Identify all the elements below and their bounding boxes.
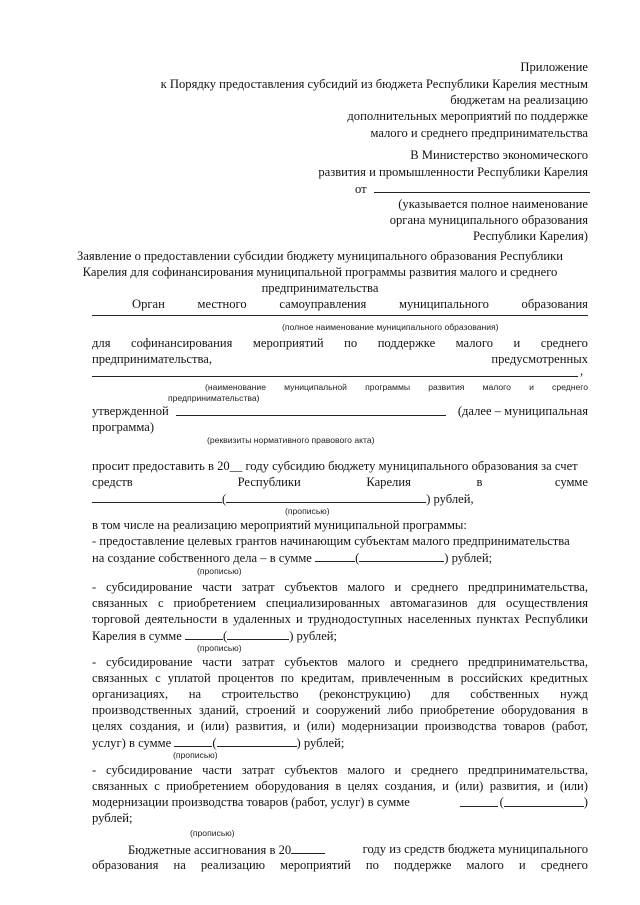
item4-sum-line: модернизации производства товаров (работ, услуг) в сумме ( ) bbox=[92, 795, 588, 809]
organ-line: Орган местного самоуправления муниципального образования bbox=[132, 297, 588, 311]
caption-words: (прописью) bbox=[173, 750, 218, 760]
item4-line: - субсидирование части затрат субъектов малого и среднего предпринимательства, bbox=[92, 763, 588, 777]
item3-line: организациях, на строительство (реконструкцию) для собственных нужд bbox=[92, 687, 588, 701]
sum-blank bbox=[174, 735, 212, 747]
sum-blank bbox=[315, 550, 355, 562]
words-blank bbox=[217, 735, 297, 747]
item2-sum-line: Карелия в сумме ( ) рублей; bbox=[92, 629, 338, 643]
item2-line: - субсидирование части затрат субъектов малого и среднего предпринимательства, bbox=[92, 580, 588, 594]
act-blank bbox=[176, 415, 446, 416]
item3-line: связанных с уплатой процентов по кредитам, привлеченным в российских кредитных bbox=[92, 671, 588, 685]
addressee-line: В Министерство экономического bbox=[410, 148, 588, 162]
item3-line: целях создания, и (или) развития, и (или) модернизации производства товаров (работ, bbox=[92, 719, 588, 733]
rubles-line: ( ) рублей, bbox=[92, 491, 474, 507]
appendix-line: дополнительных мероприятий по поддержке bbox=[347, 109, 588, 123]
approved-label: утвержденной bbox=[92, 404, 169, 418]
addressee-hint: органа муниципального образования bbox=[389, 213, 588, 227]
appendix-line: бюджетам на реализацию bbox=[450, 93, 588, 107]
addressee-line: развития и промышленности Республики Карелия bbox=[318, 165, 588, 179]
item3-sum-line: услуг) в сумме ( ) рублей; bbox=[92, 736, 345, 750]
from-blank bbox=[374, 181, 590, 193]
document-title: Заявление о предоставлении субсидии бюджету муниципального образования Республики bbox=[77, 249, 563, 263]
item1-line: - предоставление целевых грантов начинающим субъектам малого предпринимательства bbox=[92, 534, 570, 548]
item2-line: торговой деятельности в удаленных и труднодоступных населенных пунктах Республики bbox=[92, 612, 588, 626]
request-line: просит предоставить в 20__ году субсидию бюджету муниципального образования за счет bbox=[92, 459, 578, 473]
purpose-line: предпринимательства, предусмотренных bbox=[92, 352, 588, 366]
budget-line: образования на реализацию мероприятий по поддержке малого и среднего bbox=[92, 858, 588, 872]
caption-act: (реквизиты нормативного правового акта) bbox=[207, 435, 375, 445]
program-comma: , bbox=[580, 364, 584, 378]
caption-words: (прописью) bbox=[197, 643, 242, 653]
caption-program: (наименование муниципальной программы развития малого и среднего bbox=[205, 382, 588, 392]
caption-words: (прописью) bbox=[197, 566, 242, 576]
words-blank bbox=[359, 550, 444, 562]
words-blank bbox=[227, 628, 289, 640]
words-blank bbox=[226, 491, 426, 503]
appendix-title: Приложение bbox=[520, 60, 588, 74]
organ-blank bbox=[92, 315, 588, 316]
approved-after: (далее – муниципальная bbox=[457, 404, 588, 418]
caption-words: (прописью) bbox=[285, 506, 330, 516]
purpose-line: для софинансирования мероприятий по поддержке малого и среднего bbox=[92, 336, 588, 350]
item3-line: - субсидирование части затрат субъектов малого и среднего предпринимательства, bbox=[92, 655, 588, 669]
item4-rubles: рублей; bbox=[92, 811, 133, 825]
funds-line: средств Республики Карелия в сумме bbox=[92, 475, 588, 489]
addressee-from bbox=[355, 181, 590, 197]
budget-line: Бюджетные ассигнования в 20 году из средств бюджета муниципального bbox=[128, 842, 588, 857]
program-blank bbox=[92, 376, 578, 377]
item2-line: связанных с приобретением специализированных автомагазинов для осуществления bbox=[92, 596, 588, 610]
words-blank bbox=[504, 795, 584, 807]
caption-organ: (полное наименование муниципального образования) bbox=[282, 322, 499, 332]
item1-sum-line: на создание собственного дела – в сумме ( ) рублей; bbox=[92, 551, 493, 565]
document-title: Карелия для софинансирования муниципальной программы развития малого и среднего bbox=[82, 265, 558, 279]
appendix-line: малого и среднего предпринимательства bbox=[370, 126, 588, 140]
addressee-hint: (указывается полное наименование bbox=[398, 197, 588, 211]
addressee-hint: Республики Карелия) bbox=[472, 229, 588, 243]
program-label: программа) bbox=[92, 420, 155, 434]
document-title: предпринимательства bbox=[261, 281, 379, 295]
caption-program-2: предпринимательства) bbox=[168, 393, 260, 403]
sum-blank bbox=[185, 628, 223, 640]
item4-line: связанных с приобретением оборудования в целях создания, и (или) развития, и (или) bbox=[92, 779, 588, 793]
including-line: в том числе на реализацию мероприятий муниципальной программы: bbox=[92, 518, 467, 532]
item3-line: производственных зданий, строений и сооружений либо приобретение оборудования в bbox=[92, 703, 588, 717]
sum-blank bbox=[92, 491, 222, 503]
sum-blank bbox=[460, 795, 498, 807]
from-label: от bbox=[355, 182, 367, 196]
caption-words: (прописью) bbox=[190, 828, 235, 838]
year-blank bbox=[291, 842, 325, 854]
appendix-line: к Порядку предоставления субсидий из бюджета Республики Карелия местным bbox=[160, 77, 588, 91]
